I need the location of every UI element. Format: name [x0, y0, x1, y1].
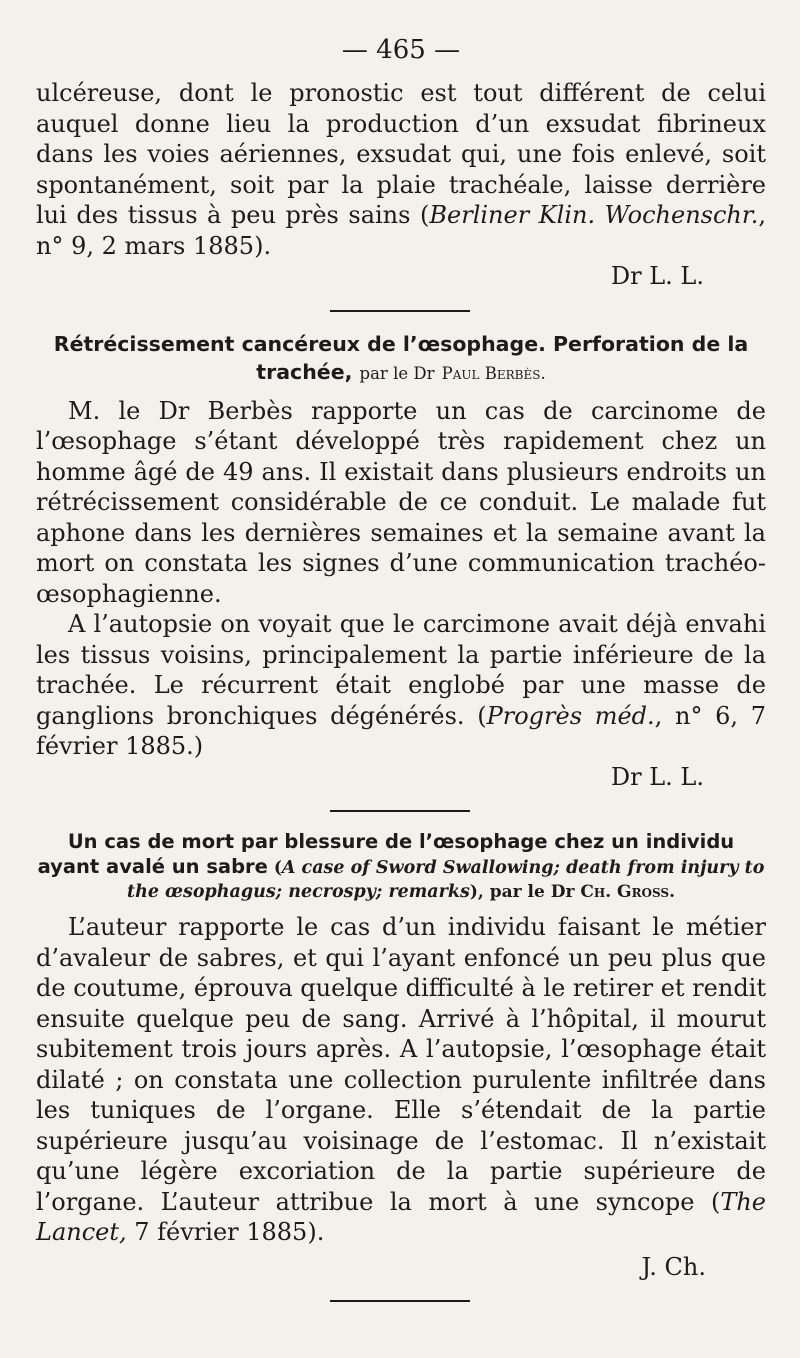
article2-reference-details: 7 février 1885).	[126, 1218, 325, 1246]
article1-signature: Dr L. L.	[610, 762, 704, 791]
article2-title: Un cas de mort par blessure de l’œsophage chez un individu ayant avalé un sabre	[37, 830, 735, 878]
article2-subtitle: A case of Sword Swallowing; death from injury to the œsophagus; necrospy; remarks	[127, 858, 765, 902]
article2-heading	[36, 830, 766, 904]
article1-reference: Progrès méd.	[486, 701, 655, 730]
article1-reference-details: , n° 6, 7 février 1885.)	[36, 701, 767, 760]
article1-paragraph-2	[36, 609, 766, 762]
intro-text: ulcéreuse, dont le pronostic est tout différent de celui auquel donne lieu la production d’un exsudat fibrineux dans les voies aériennes, exsudat qui, une fois enlevé, soit spontanément, soit par la plaie trachéale, laisse derrière lui des tissus à peu près sains (	[36, 79, 766, 229]
article2-by: par le Dr	[489, 882, 575, 902]
intro-reference-details: , n° 9, 2 mars 1885).	[36, 201, 766, 260]
article2-subtitle-open: (	[273, 858, 282, 878]
article1-paragraph-1: M. le Dr Berbès rapporte un cas de carcinome de l’œsophage s’étant développé très rapidement chez un homme âgé de 49 ans. Il existait dans plusieurs endroits un rétrécissement considérable de ce conduit. Le malade fut aphone dans les dernières semaines et la semaine avant la mort on constata les signes d’une communication trachéo-œsophagienne.	[36, 396, 766, 608]
article2-author: Ch. Gross	[580, 882, 670, 902]
article1-paragraph-2-text: A l’autopsie on voyait que le carcimone avait déjà envahi les tissus voisins, principalement la partie inférieure de la trachée. Le récurrent était englobé par une masse de ganglions bronchiques dégénérés. (	[36, 610, 766, 730]
article1-heading	[36, 330, 766, 388]
article1-author-end: .	[540, 363, 546, 383]
article2-signature: J. Ch.	[641, 1252, 706, 1281]
intro-reference: Berliner Klin. Wochenschr.	[429, 201, 759, 229]
article2-paragraph	[36, 912, 766, 1248]
article1-by: par le Dr	[359, 363, 435, 383]
article2-paragraph-text: L’auteur rapporte le cas d’un individu faisant le métier d’avaleur de sabres, et qui l’ayant enfoncé un peu plus que de coutume, éprouva quelque difficulté à le retirer et rendit ensuite quelque peu de sang. Arrivé à l’hôpital, il mourut subitement trois jours après. A l’autopsie, l’œsophage était dilaté ; on constata une collection purulente infiltrée dans les tuniques de l’organe. Elle s’étendait de la partie supérieure jusqu’au voisinage de l’estomac. Il n’existait qu’une légère excoriation de la partie supérieure de l’organe. L’auteur attribue la mort à une syncope (	[36, 913, 766, 1216]
section-divider	[330, 810, 470, 812]
page-number: — 465 —	[341, 35, 461, 65]
article1-author: Paul Berbès	[441, 363, 541, 383]
article1-title: Rétrécissement cancéreux de l’œsophage. Perforation de la trachée,	[53, 331, 749, 384]
document-page	[36, 30, 766, 1320]
intro-paragraph	[36, 78, 766, 261]
section-divider	[330, 310, 470, 312]
intro-signature: Dr L. L.	[610, 262, 704, 290]
article2-subtitle-close: ),	[469, 882, 484, 902]
article2-reference: The Lancet,	[36, 1187, 766, 1246]
section-divider	[330, 1300, 470, 1302]
article2-author-end: .	[669, 882, 675, 902]
